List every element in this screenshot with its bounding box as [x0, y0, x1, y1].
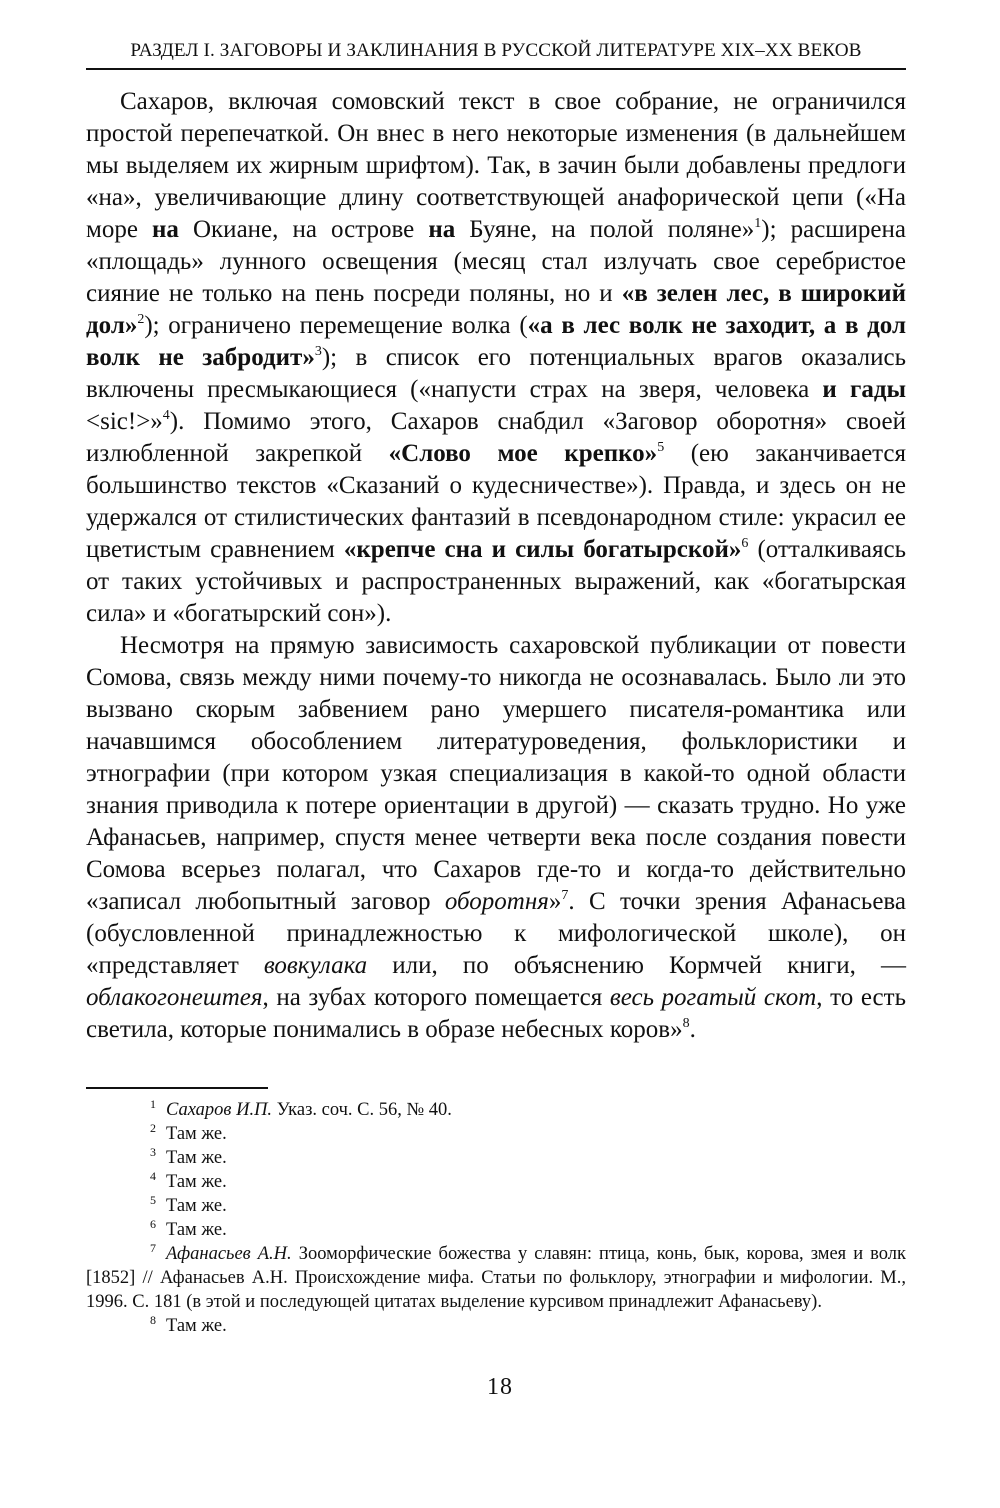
text-run: , то есть светила, которые понимались в образе небесных коров» — [86, 984, 906, 1043]
paragraph-2 — [86, 630, 906, 1046]
footnote-1 — [86, 1098, 906, 1122]
footnote-number: 1 — [150, 1097, 156, 1111]
footnote-text: Там же. — [166, 1124, 227, 1144]
text-run: ); в список его потенциальных врагов оказались включены пресмыкающиеся («напусти страх на зверя, человека — [86, 344, 906, 403]
italic-term: вовкулака — [263, 952, 368, 979]
footnote-ref: 8 — [682, 1016, 690, 1031]
text-run: , на зубах которого помещается — [262, 984, 610, 1011]
italic-term: облакогонештея — [86, 984, 263, 1011]
italic-term: весь рогатый скот — [609, 984, 817, 1011]
footnote-text: Указ. соч. С. 56, № 40. — [272, 1100, 452, 1120]
bold-insertion: «в зелен лес, в широкий дол» — [86, 280, 906, 339]
text-run: или, по объяснению Кормчей книги, — — [367, 952, 906, 979]
paragraph-1 — [86, 86, 906, 630]
footnote-text: Там же. — [166, 1316, 227, 1336]
bold-insertion: на — [428, 216, 456, 243]
header-rule — [86, 68, 906, 70]
footnote-text: Там же. — [166, 1172, 227, 1192]
footnote-number: 4 — [150, 1169, 156, 1183]
text-run: Буяне, на полой поляне» — [455, 216, 755, 243]
footnote-ref: 7 — [561, 888, 569, 903]
footnote-text: Там же. — [166, 1148, 227, 1168]
footnotes — [86, 1098, 906, 1338]
footnote-ref: 4 — [162, 408, 170, 423]
footnote-6 — [86, 1218, 906, 1242]
running-head: РАЗДЕЛ I. ЗАГОВОРЫ И ЗАКЛИНАНИЯ В РУССКОЙ ЛИТЕРАТУРЕ XIX–XX ВЕКОВ — [130, 40, 862, 61]
text-run: Сахаров, включая сомовский текст в свое собрание, не ограничился простой перепечаткой. Он внес в него некоторые изменения (в дальнейшем мы выделяем их жирным шрифтом). Так, в зачин были добавлены предлоги «на», увеличивающие длину соответствующей анафорической цепи («На море — [86, 88, 906, 243]
footnote-text: Там же. — [166, 1220, 227, 1240]
footnote-number: 8 — [150, 1313, 156, 1327]
bold-insertion: «а в лес волк не заходит, а в дол волк не забродит» — [86, 312, 907, 371]
text-run: (ею заканчивается большинство текстов «Сказаний о кудесничестве»). Правда, и здесь он не удержался от стилистических фантазий в псевдонародном стиле: украсил ее цветистым сравнением — [86, 440, 907, 563]
footnote-ref: 2 — [137, 312, 145, 327]
text-run: (отталкиваясь от таких устойчивых и распространенных выражений, как «богатырская сила» и «богатырский сон»). — [86, 536, 906, 627]
footnote-number: 7 — [150, 1241, 156, 1255]
page-number: 18 — [487, 1374, 513, 1400]
footnote-number: 5 — [150, 1193, 156, 1207]
bold-insertion: на — [152, 216, 179, 243]
main-text — [86, 86, 906, 1046]
footnote-number: 3 — [150, 1145, 156, 1159]
italic-term: оборотня — [444, 888, 549, 915]
footnote-ref: 1 — [754, 216, 762, 231]
text-run: ). Помимо этого, Сахаров снабдил «Заговор оборотня» своей излюбленной закрепкой — [86, 408, 906, 467]
text-run: ); ограничено перемещение волка ( — [144, 312, 528, 339]
bold-insertion: «крепче сна и силы богатырской» — [343, 536, 742, 563]
footnote-4 — [86, 1170, 906, 1194]
text-run: ); расширена «площадь» лунного освещения (месяц стал излучать свое серебристое сияние не только на пень посреди поляны, но и — [86, 216, 906, 307]
footnote-2 — [86, 1122, 906, 1146]
bold-insertion: «Слово мое крепко» — [388, 440, 658, 467]
footnote-rule — [86, 1087, 268, 1089]
text-run: . С точки зрения Афанасьева (обусловленной принадлежностью к мифологической школе), он «представляет — [86, 888, 906, 979]
footnote-author: Афанасьев А.Н. — [166, 1244, 292, 1264]
footnote-ref: 3 — [314, 344, 322, 359]
bold-insertion: и гады — [822, 376, 906, 403]
footnote-text: Там же. — [166, 1196, 227, 1216]
text-run: Несмотря на прямую зависимость сахаровской публикации от повести Сомова, связь между ними почему-то никогда не осознавалась. Было ли это вызвано скорым забвением рано умершего писателя-романтика или начавшимся обособлением литературоведения, фольклористики и этнографии (при котором узкая специализация в какой-то одной области знания приводила к потере ориентации в другой) — сказать трудно. Но уже Афанасьев, например, спустя менее четверти века после создания повести Сомова всерьез полагал, что Сахаров где-то и когда-то действительно «записал любопытный заговор — [86, 632, 906, 915]
footnote-ref: 5 — [657, 440, 665, 455]
footnote-number: 2 — [150, 1121, 156, 1135]
text-run: Окиане, на острове — [178, 216, 429, 243]
footnote-8 — [86, 1314, 906, 1338]
footnote-7 — [86, 1242, 906, 1314]
footnote-number: 6 — [150, 1217, 156, 1231]
footnote-ref: 6 — [741, 536, 749, 551]
footnote-5 — [86, 1194, 906, 1218]
footnote-3 — [86, 1146, 906, 1170]
footnote-author: Сахаров И.П. — [166, 1100, 273, 1120]
text-run: » — [548, 888, 562, 915]
footnote-text: Зооморфические божества у славян: птица, конь, бык, корова, змея и волк [1852] // Афанасьев А.Н. Происхождение мифа. Статьи по фольклору, этнографии и мифологии. М., 1996. С. 181 (в этой и последующей цитатах выделение курсивом принадлежит Афанасьеву). — [86, 1244, 906, 1312]
text-run: . — [689, 1016, 696, 1043]
text-run: <sic!>» — [86, 408, 163, 435]
